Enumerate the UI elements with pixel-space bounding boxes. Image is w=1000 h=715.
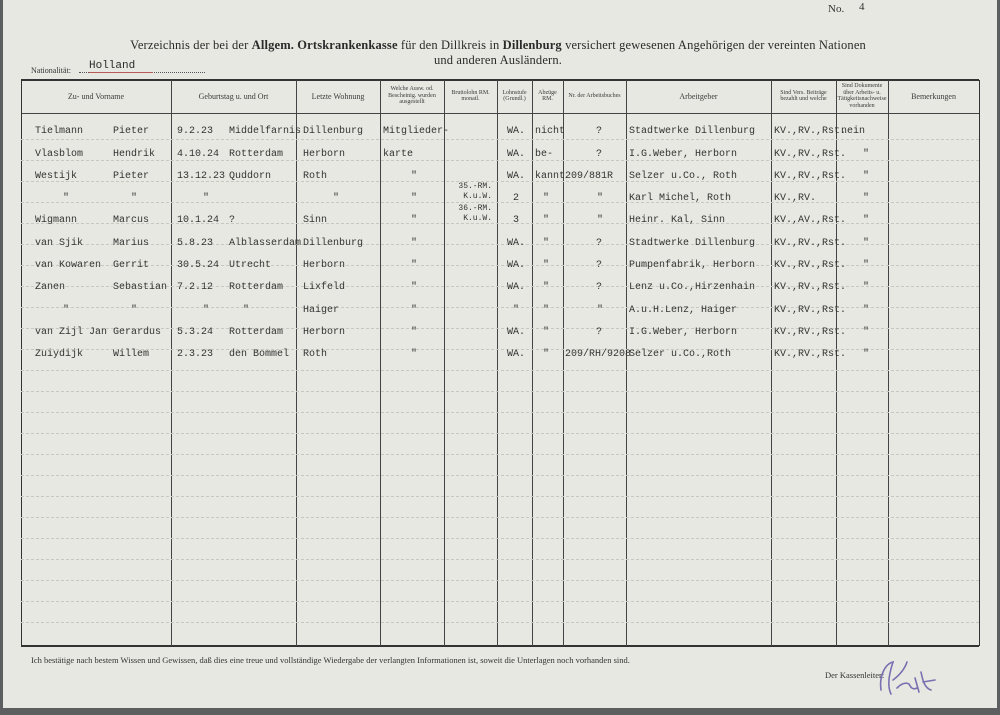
column-header: Zu- und Vorname bbox=[67, 91, 125, 101]
cell-birth: 5.8.23 bbox=[177, 238, 214, 249]
cell-workbook: ? bbox=[596, 327, 603, 338]
title-part-2: für den Dillkreis in bbox=[397, 38, 503, 52]
cell-grade: WA. bbox=[507, 149, 526, 160]
table-column-line bbox=[888, 80, 889, 646]
row-guide-line bbox=[21, 139, 979, 140]
cell-proof: " bbox=[863, 260, 870, 271]
row-guide-line bbox=[21, 202, 979, 203]
column-header: Letzte Wohnung bbox=[311, 91, 365, 101]
cell-deduct: " bbox=[543, 349, 550, 360]
row-guide-line bbox=[21, 580, 979, 581]
cell-employer: I.G.Weber, Herborn bbox=[629, 149, 738, 160]
column-header: Lohnstufe (Grundl.) bbox=[502, 89, 527, 102]
cell-paid: KV.,RV. bbox=[774, 193, 817, 204]
cell-grade: WA. bbox=[507, 171, 526, 182]
column-header: Nr. der Arbeitsbuches bbox=[568, 92, 621, 99]
cell-paid: KV.,RV.,Rst. bbox=[774, 327, 847, 338]
cell-grade: WA. bbox=[507, 260, 526, 271]
column-header: Abzüge RM. bbox=[538, 89, 557, 102]
cell-surname: Wigmann bbox=[35, 215, 78, 226]
cell-residence: Herborn bbox=[303, 327, 346, 338]
cell-place: Rotterdam bbox=[229, 282, 284, 293]
cell-workbook: 209/881R bbox=[565, 171, 614, 182]
cell-residence: Dillenburg bbox=[303, 238, 364, 249]
cell-proof: nein bbox=[841, 126, 866, 137]
cell-given: Hendrik bbox=[113, 149, 156, 160]
cell-birth: 30.5.24 bbox=[177, 260, 220, 271]
cell-deduct: " bbox=[543, 282, 550, 293]
row-guide-line bbox=[21, 496, 979, 497]
cell-paid: KV.,RV.,Rst. bbox=[774, 305, 847, 316]
row-guide-line bbox=[21, 370, 979, 371]
cell-docs: " bbox=[411, 193, 418, 204]
form-number-label: No. bbox=[828, 3, 845, 15]
cell-birth: 7.2.12 bbox=[177, 282, 214, 293]
nationality-label: Nationalität: bbox=[31, 66, 71, 75]
cell-workbook: ? bbox=[596, 126, 603, 137]
cell-residence: Sinn bbox=[303, 215, 328, 226]
cell-paid: KV.,RV.,Rst. bbox=[774, 149, 847, 160]
table-column-line bbox=[21, 80, 22, 646]
cell-given: Sebastian bbox=[113, 282, 168, 293]
cell-deduct: nicht bbox=[535, 126, 566, 137]
cell-workbook: " bbox=[597, 305, 604, 316]
cell-docs: " bbox=[411, 305, 418, 316]
cell-place: Middelfarnis bbox=[229, 126, 302, 137]
cell-docs: " bbox=[411, 215, 418, 226]
cell-employer: I.G.Weber, Herborn bbox=[629, 327, 738, 338]
cell-workbook: ? bbox=[596, 149, 603, 160]
cell-docs: " bbox=[411, 171, 418, 182]
cell-employer: A.u.H.Lenz, Haiger bbox=[629, 305, 738, 316]
cell-birth: 13.12.23 bbox=[177, 171, 226, 182]
cashier-label: Der Kassenleiter: bbox=[825, 670, 885, 680]
cell-docs: " bbox=[411, 349, 418, 360]
cell-residence: " bbox=[333, 193, 340, 204]
cell-paid: KV.,RV.,Rst. bbox=[774, 260, 847, 271]
row-guide-line bbox=[21, 454, 979, 455]
column-header: Sind Vers. Beiträge bezahlt und welche bbox=[780, 89, 827, 102]
cell-grade: " bbox=[513, 305, 520, 316]
cell-docs: " bbox=[411, 282, 418, 293]
cell-place: den Bommel bbox=[229, 349, 290, 360]
cell-given: Gerardus bbox=[113, 327, 162, 338]
row-guide-line bbox=[21, 517, 979, 518]
cell-employer: Karl Michel, Roth bbox=[629, 193, 732, 204]
column-header: Bruttolohn RM. monatl. bbox=[451, 89, 490, 102]
cell-docs: karte bbox=[383, 149, 414, 160]
cell-birth: " bbox=[203, 305, 210, 316]
cell-birth: 9.2.23 bbox=[177, 126, 214, 137]
cell-proof: " bbox=[863, 349, 870, 360]
column-header: Welche Ausw. od. Bescheinig. wurden ausgestellt bbox=[388, 86, 436, 106]
cell-given: Gerrit bbox=[113, 260, 150, 271]
column-header: Geburtstag u. und Ort bbox=[198, 91, 269, 101]
cell-place: ? bbox=[229, 215, 236, 226]
cell-birth: 4.10.24 bbox=[177, 149, 220, 160]
cell-proof: " bbox=[863, 171, 870, 182]
cell-employer: Pumpenfabrik, Herborn bbox=[629, 260, 756, 271]
cell-place: Rotterdam bbox=[229, 149, 284, 160]
table-column-line bbox=[380, 80, 381, 646]
column-header: Arbeitgeber bbox=[679, 91, 718, 101]
cell-residence: Dillenburg bbox=[303, 126, 364, 137]
cell-workbook: 209/RH/9208 bbox=[565, 349, 632, 360]
cell-surname: " bbox=[63, 193, 70, 204]
row-guide-line bbox=[21, 391, 979, 392]
row-guide-line bbox=[21, 601, 979, 602]
table-column-line bbox=[497, 80, 498, 646]
cell-docs: Mitglieder- bbox=[383, 126, 450, 137]
cell-grade: WA. bbox=[507, 126, 526, 137]
nationality-underline bbox=[89, 72, 153, 73]
cell-employer: Heinr. Kal, Sinn bbox=[629, 215, 726, 226]
cell-paid: KV.,RV.,Rst. bbox=[774, 238, 847, 249]
cell-docs: " bbox=[411, 327, 418, 338]
cell-deduct: " bbox=[543, 260, 550, 271]
table-column-line bbox=[444, 80, 445, 646]
column-header: Bemerkungen bbox=[911, 91, 956, 101]
row-guide-line bbox=[21, 433, 979, 434]
title-part-1: Verzeichnis der bei der bbox=[130, 38, 252, 52]
cell-residence: Roth bbox=[303, 171, 328, 182]
cell-proof: " bbox=[863, 215, 870, 226]
table-column-line bbox=[771, 80, 772, 646]
cell-workbook: " bbox=[597, 215, 604, 226]
column-header: Sind Dokumente über Arbeits- u. Tätigkeitsnachweise vorhanden bbox=[837, 83, 887, 109]
cell-given: Willem bbox=[113, 349, 150, 360]
table-column-line bbox=[171, 80, 172, 646]
cell-paid: KV.,RV.,Rst. bbox=[774, 282, 847, 293]
cell-proof: " bbox=[863, 193, 870, 204]
title-insurer: Allgem. Ortskrankenkasse bbox=[251, 38, 398, 52]
cell-employer: Selzer u.Co.,Roth bbox=[629, 349, 732, 360]
cell-residence: Haiger bbox=[303, 305, 340, 316]
form-number-value: 4 bbox=[859, 1, 865, 13]
cell-wage: 36.-RM. K.u.W. bbox=[458, 204, 492, 223]
table-column-line bbox=[626, 80, 627, 646]
cashier-signature bbox=[871, 654, 941, 702]
cell-proof: " bbox=[863, 238, 870, 249]
cell-grade: WA. bbox=[507, 282, 526, 293]
cell-deduct: " bbox=[543, 327, 550, 338]
cell-birth: 5.3.24 bbox=[177, 327, 214, 338]
cell-birth: " bbox=[203, 193, 210, 204]
cell-given: Marcus bbox=[113, 215, 150, 226]
table-column-line bbox=[296, 80, 297, 646]
cell-proof: " bbox=[863, 149, 870, 160]
cell-employer: Selzer u.Co., Roth bbox=[629, 171, 738, 182]
cell-employer: Stadtwerke Dillenburg bbox=[629, 238, 756, 249]
cell-given: Pieter bbox=[113, 171, 150, 182]
cell-paid: KV.,RV.,Rst. bbox=[774, 349, 847, 360]
cell-surname: Tielmann bbox=[35, 126, 84, 137]
cell-workbook: ? bbox=[596, 260, 603, 271]
cell-deduct: be- bbox=[535, 149, 554, 160]
row-guide-line bbox=[21, 412, 979, 413]
cell-proof: " bbox=[863, 282, 870, 293]
cell-surname: " bbox=[63, 305, 70, 316]
table-column-line bbox=[836, 80, 837, 646]
cell-given: " bbox=[131, 193, 138, 204]
cell-deduct: " bbox=[543, 193, 550, 204]
row-guide-line bbox=[21, 559, 979, 560]
cell-workbook: " bbox=[597, 193, 604, 204]
cell-surname: van Zijl Jan bbox=[35, 327, 108, 338]
cell-deduct: " bbox=[543, 215, 550, 226]
cell-residence: Roth bbox=[303, 349, 328, 360]
cell-place: Utrecht bbox=[229, 260, 272, 271]
row-guide-line bbox=[21, 622, 979, 623]
document-title bbox=[63, 38, 933, 68]
cell-grade: 2 bbox=[513, 193, 520, 204]
cell-employer: Lenz u.Co.,Hirzenhain bbox=[629, 282, 756, 293]
cell-birth: 10.1.24 bbox=[177, 215, 220, 226]
title-line-2: und anderen Ausländern. bbox=[433, 53, 563, 67]
cell-grade: 3 bbox=[513, 215, 520, 226]
cell-docs: " bbox=[411, 260, 418, 271]
cell-deduct: " bbox=[543, 305, 550, 316]
cell-surname: van Kowaren bbox=[35, 260, 102, 271]
cell-paid: KV.,RV.,Rst. bbox=[774, 171, 847, 182]
cell-residence: Herborn bbox=[303, 149, 346, 160]
cell-place: Rotterdam bbox=[229, 327, 284, 338]
cell-place: Quddorn bbox=[229, 171, 272, 182]
cell-birth: 2.3.23 bbox=[177, 349, 214, 360]
cell-grade: WA. bbox=[507, 349, 526, 360]
cell-given: Marius bbox=[113, 238, 150, 249]
cell-surname: van Sjik bbox=[35, 238, 84, 249]
cell-residence: Herborn bbox=[303, 260, 346, 271]
cell-deduct: " bbox=[543, 238, 550, 249]
table-column-line bbox=[979, 80, 980, 646]
table-column-line bbox=[532, 80, 533, 646]
cell-wage: 35.-RM. K.u.W. bbox=[458, 182, 492, 201]
cell-paid: KV.,AV.,Rst. bbox=[774, 215, 847, 226]
cell-deduct: kannt bbox=[535, 171, 566, 182]
cell-proof: " bbox=[863, 327, 870, 338]
table-column-line bbox=[563, 80, 564, 646]
cell-workbook: ? bbox=[596, 238, 603, 249]
form-sheet bbox=[3, 0, 997, 708]
row-guide-line bbox=[21, 475, 979, 476]
cell-workbook: ? bbox=[596, 282, 603, 293]
cell-docs: " bbox=[411, 238, 418, 249]
cell-employer: Stadtwerke Dillenburg bbox=[629, 126, 756, 137]
cell-grade: WA. bbox=[507, 327, 526, 338]
cell-paid: KV.,RV.,Rst. bbox=[774, 126, 847, 137]
row-guide-line bbox=[21, 160, 979, 161]
title-city: Dillenburg bbox=[502, 38, 562, 52]
nationality-value: Holland bbox=[89, 60, 136, 72]
cell-surname: Zanen bbox=[35, 282, 66, 293]
certification-statement: Ich bestätige nach bestem Wissen und Gewissen, daß dies eine treue und vollständige Wiedergabe der verlangten Informationen ist, soweit die Unterlagen noch vorhanden sind. bbox=[31, 655, 630, 665]
cell-place: " bbox=[243, 305, 250, 316]
title-part-3: versichert gewesenen Angehörigen der vereinten Nationen bbox=[561, 38, 866, 52]
cell-proof: " bbox=[863, 305, 870, 316]
cell-grade: WA. bbox=[507, 238, 526, 249]
cell-place: Alblasserdam bbox=[229, 238, 302, 249]
cell-surname: Westijk bbox=[35, 171, 78, 182]
cell-residence: Lixfeld bbox=[303, 282, 346, 293]
row-guide-line bbox=[21, 538, 979, 539]
cell-given: Pieter bbox=[113, 126, 150, 137]
cell-given: " bbox=[131, 305, 138, 316]
cell-surname: Vlasblom bbox=[35, 149, 84, 160]
cell-surname: Zuiydijk bbox=[35, 349, 84, 360]
